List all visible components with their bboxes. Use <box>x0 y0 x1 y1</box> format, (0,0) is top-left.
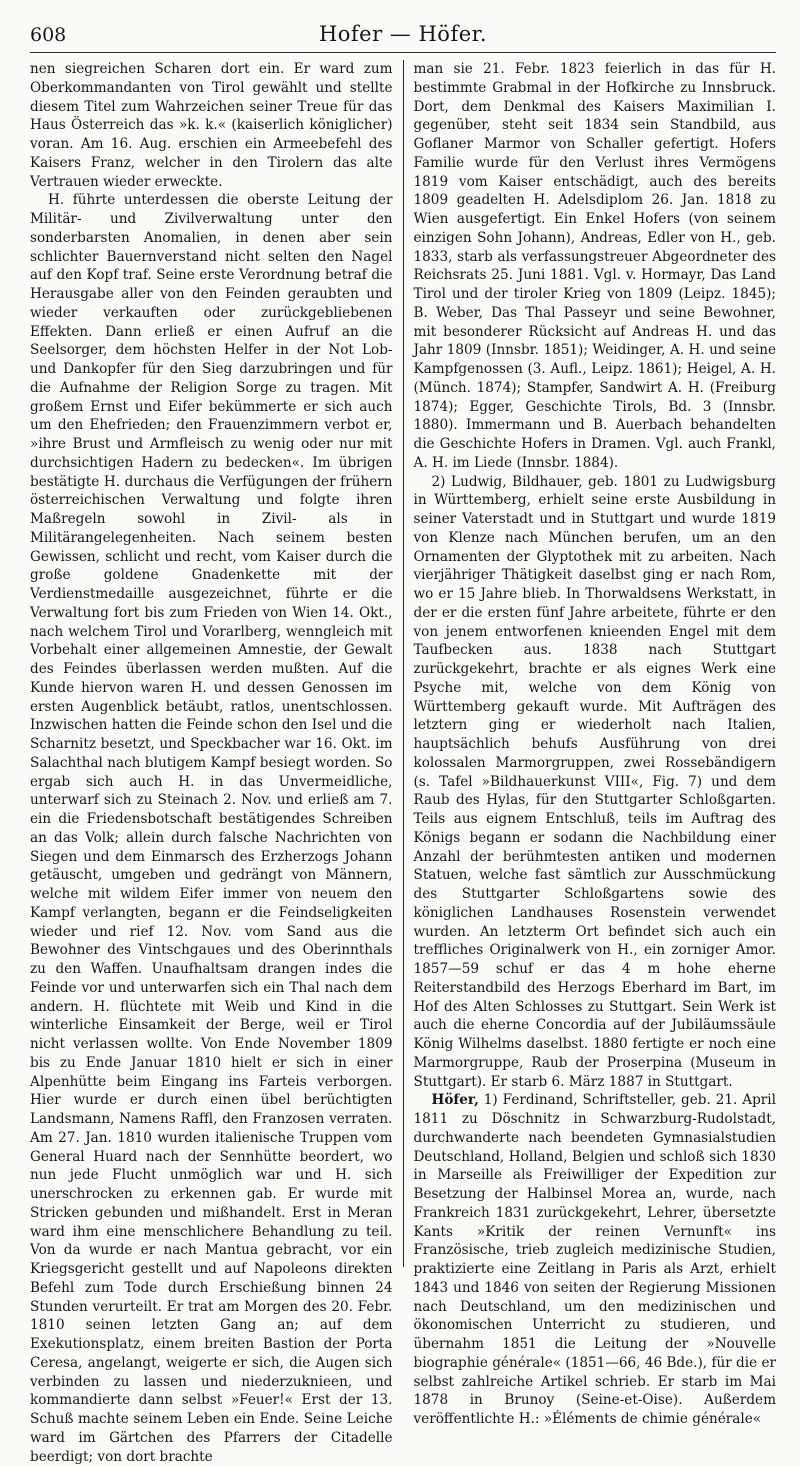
paragraph: nen siegreichen Scharen dort ein. Er ward zum Oberkommandanten von Tirol gewählt und stellte diesem Titel zum Wahrzeichen seiner Treue für das Haus Österreich das »k. k.« (kaiserlich königlicher) voran. Am 16. Aug. erschien ein Armeebefehl des Kaisers Franz, welcher in den Tirolern das alte Vertrauen wieder erweckte. <box>30 61 393 190</box>
paragraph: H. führte unterdessen die oberste Leitung der Militär- und Zivilverwaltung unter den sonderbarsten Anomalien, in denen aber sein schlichter Bauernverstand nicht selten den Nagel auf den Kopf traf. Seine erste Verordnung betraf die Herausgabe aller von den Feinden geraubten und wieder verkauften oder zurückgebliebenen Effekten. Dann erließ er einen Aufruf an die Seelsorger, dem höchsten Helfer in der Not Lob- und Dankopfer für den Sieg darzubringen und für die Aufnahme der Religion Sorge zu tragen. Mit großem Ernst und Eifer bekümmerte er sich auch um den Ehefrieden; den Frauenzimmern verbot er, »ihre Brust und Armfleisch zu wenig oder nur mit durchsichtigen Hadern zu bedecken«. Im übrigen bestätigte H. durchaus die Verfügungen der frühern österreichischen Verwaltung und folgte ihren Maßregeln sowohl in Zivil- als in Militärangelegenheiten. Nach seinem besten Gewissen, schlicht und recht, vom Kaiser durch die große goldene Gnadenkette mit der Verdienstmedaille ausgezeichnet, führte er die Verwaltung fort bis zum Frieden von Wien 14. Okt., nach welchem Tirol und Vorarlberg, wenngleich mit Vorbehalt einer allgemeinen Amnestie, der Gewalt des Feindes überlassen werden mußten. Auf die Kunde hiervon waren H. und dessen Genossen im ersten Augenblick betäubt, ratlos, unentschlossen. Inzwischen hatten die Feinde schon den Isel und die Scharnitz besetzt, und Speckbacher war 16. Okt. im Salachthal nach blutigem Kampf besiegt worden. So ergab sich auch H. in das Unvermeidliche, unterwarf sich zu Steinach 2. Nov. und erließ am 7. ein die Friedensbotschaft bestätigendes Schreiben an das Volk; allein durch falsche Nachrichten von Siegen und dem Einmarsch des Erzherzogs Johann getäuscht, umgeben und gedrängt von Männern, welche mit wildem Eifer immer von neuem den Kampf verlangten, begann er die Feindseligkeiten wieder und rief 12. Nov. vom Sand aus die Bewohner des Vintschgaues und des Oberinnthals zu den Waffen. Unaufhaltsam drangen indes die Feinde vor und unterwarfen sich ein Thal nach dem andern. H. flüchtete mit Weib und Kind in die winterliche Einsamkeit der Berge, weil er Tirol nicht verlassen wollte. Von Ende November 1809 bis zu Ende Januar 1810 hielt er sich in einer Alpenhütte beim Eingang ins Farteis verborgen. Hier wurde er durch einen übel berüchtigten Landsmann, Namens Raffl, den Franzosen verraten. Am 27. Jan. 1810 wurden italienische Truppen vom General Huard nach der Sennhütte beordert, wo nun jede Flucht unmöglich war und H. sich unerschrocken zu erkennen gab. Er wurde mit Stricken gebunden und mißhandelt. Erst in Meran ward ihm eine menschlichere Behandlung zu teil. Von da wurde er nach Mantua gebracht, vor ein Kriegsgericht gestellt und auf Napoleons direkten Befehl zum Tode durch Erschießung binnen 24 Stunden verurteilt. Er trat am Morgen des 20. Febr. 1810 seinen letzten Gang an; auf dem Exekutionsplatz, einem breiten Bastion der Porta Ceresa, angelangt, weigerte er sich, die Augen sich verbinden zu lassen und niederzuknieen, und kommandierte dann selbst »Feuer!« Erst der 13. Schuß machte seinem Leben ein Ende. Seine Leiche ward im Gärtchen des Pfarrers der Citadelle beerdigt; von dort brachte <box>30 192 393 1465</box>
paragraph: 2) Ludwig, Bildhauer, geb. 1801 zu Ludwigsburg in Württemberg, erhielt seine erste Ausbildung in seiner Vaterstadt und in Stuttgart und wurde 1819 von Klenze nach München berufen, um an den Ornamenten der Glyptothek mit zu arbeiten. Nach vierjähriger Thätigkeit daselbst ging er nach Rom, wo er 15 Jahre blieb. In Thorwaldsens Werkstatt, in der er die ersten fünf Jahre arbeitete, führte er den von jenem entworfenen knieenden Engel mit dem Taufbecken aus. 1838 nach Stuttgart zurückgekehrt, brachte er als eignes Werk eine Psyche mit, welche von dem König von Württemberg gekauft wurde. Mit Aufträgen des letztern ging er wiederholt nach Italien, hauptsächlich behufs Ausführung von drei kolossalen Marmorgruppen, zwei Rossebändigern (s. Tafel »Bildhauerkunst VIII«, Fig. 7) und dem Raub des Hylas, für den Stuttgarter Schloßgarten. Teils aus eignem Entschluß, teils im Auftrag des Königs begann er sodann die Nachbildung einer Anzahl der berühmtesten antiken und modernen Statuen, welche fast sämtlich zur Ausschmückung des Stuttgarter Schloßgartens sowie des königlichen Landhauses Rosenstein verwendet wurden. An letzterm Ort befindet sich auch ein treffliches Originalwerk von H., ein zorniger Amor. 1857—59 schuf er das 4 m hohe eherne Reiterstandbild des Herzogs Eberhard im Bart, im Hof des Alten Schlosses zu Stuttgart. Sein Werk ist auch die eherne Concordia auf der Jubiläumssäule König Wilhelms daselbst. 1880 fertigte er noch eine Marmorgruppe, Raub der Proserpina (Museum in Stuttgart). Er starb 6. März 1887 in Stuttgart. <box>413 473 776 1090</box>
entry-text: 1) Ferdinand, Schriftsteller, geb. 21. April 1811 zu Döschnitz in Schwarzburg-Rudolstadt, durchwanderte nach beendeten Gymnasialstudien Deutschland, Holland, Belgien und schloß sich 1830 in Marseille als Freiwilliger der Expedition zur Besetzung der Halbinsel Morea an, wurde, nach Frankreich 1831 zurückgekehrt, Lehrer, übersetzte Kants »Kritik der reinen Vernunft« ins Französische, trieb zugleich medizinische Studien, praktizierte eine Zeitlang in Paris als Arzt, erhielt 1843 und 1846 von seiten der Regierung Missionen nach Deutschland, um den medizinischen und ökonomischen Unterricht zu studieren, und übernahm 1851 die Leitung der »Nouvelle biographie générale« (1851—66, 46 Bde.), für die er selbst zahlreiche Artikel schrieb. Er starb im Mai 1878 in Brunoy (Seine-et-Oise). Außerdem veröffentlichte H.: »Éléments de chimie générale« <box>413 1092 777 1427</box>
page-number: 608 <box>30 24 67 46</box>
running-head: Hofer — Höfer. <box>318 22 488 46</box>
entry-paragraph <box>414 1091 777 1429</box>
right-column <box>403 60 777 1427</box>
page-header <box>30 18 776 53</box>
entry-headword: Höfer, <box>431 1092 479 1109</box>
text-columns <box>30 60 777 1465</box>
left-column <box>30 60 403 1465</box>
paragraph: man sie 21. Febr. 1823 feierlich in das für H. bestimmte Grabmal in der Hofkirche zu Innsbruck. Dort, dem Denkmal des Kaisers Maximilian I. gegenüber, steht seit 1834 sein Standbild, aus Goflaner Marmor von Schaller gefertigt. Hofers Familie wurde für den Verlust ihres Vermögens 1819 vom Kaiser entschädigt, auch des bereits 1809 geadelten H. Adelsdiplom 26. Jan. 1818 zu Wien ausgefertigt. Ein Enkel Hofers (von seinem einzigen Sohn Johann), Andreas, Edler von H., geb. 1833, starb als verfassungstreuer Abgeordneter des Reichsrats 25. Juni 1881. Vgl. v. Hormayr, Das Land Tirol und der tiroler Krieg von 1809 (Leipz. 1845); B. Weber, Das Thal Passeyr und seine Bewohner, mit besonderer Rücksicht auf Andreas H. und das Jahr 1809 (Innsbr. 1851); Weidinger, A. H. und seine Kampfgenossen (3. Aufl., Leipz. 1861); Heigel, A. H. (Münch. 1874); Stampfer, Sandwirt A. H. (Freiburg 1874); Egger, Geschichte Tirols, Bd. 3 (Innsbr. 1880). Immermann und B. Auerbach behandelten die Geschichte Hofers in Dramen. Vgl. auch Frankl, A. H. im Liede (Innsbr. 1884). <box>413 61 776 471</box>
